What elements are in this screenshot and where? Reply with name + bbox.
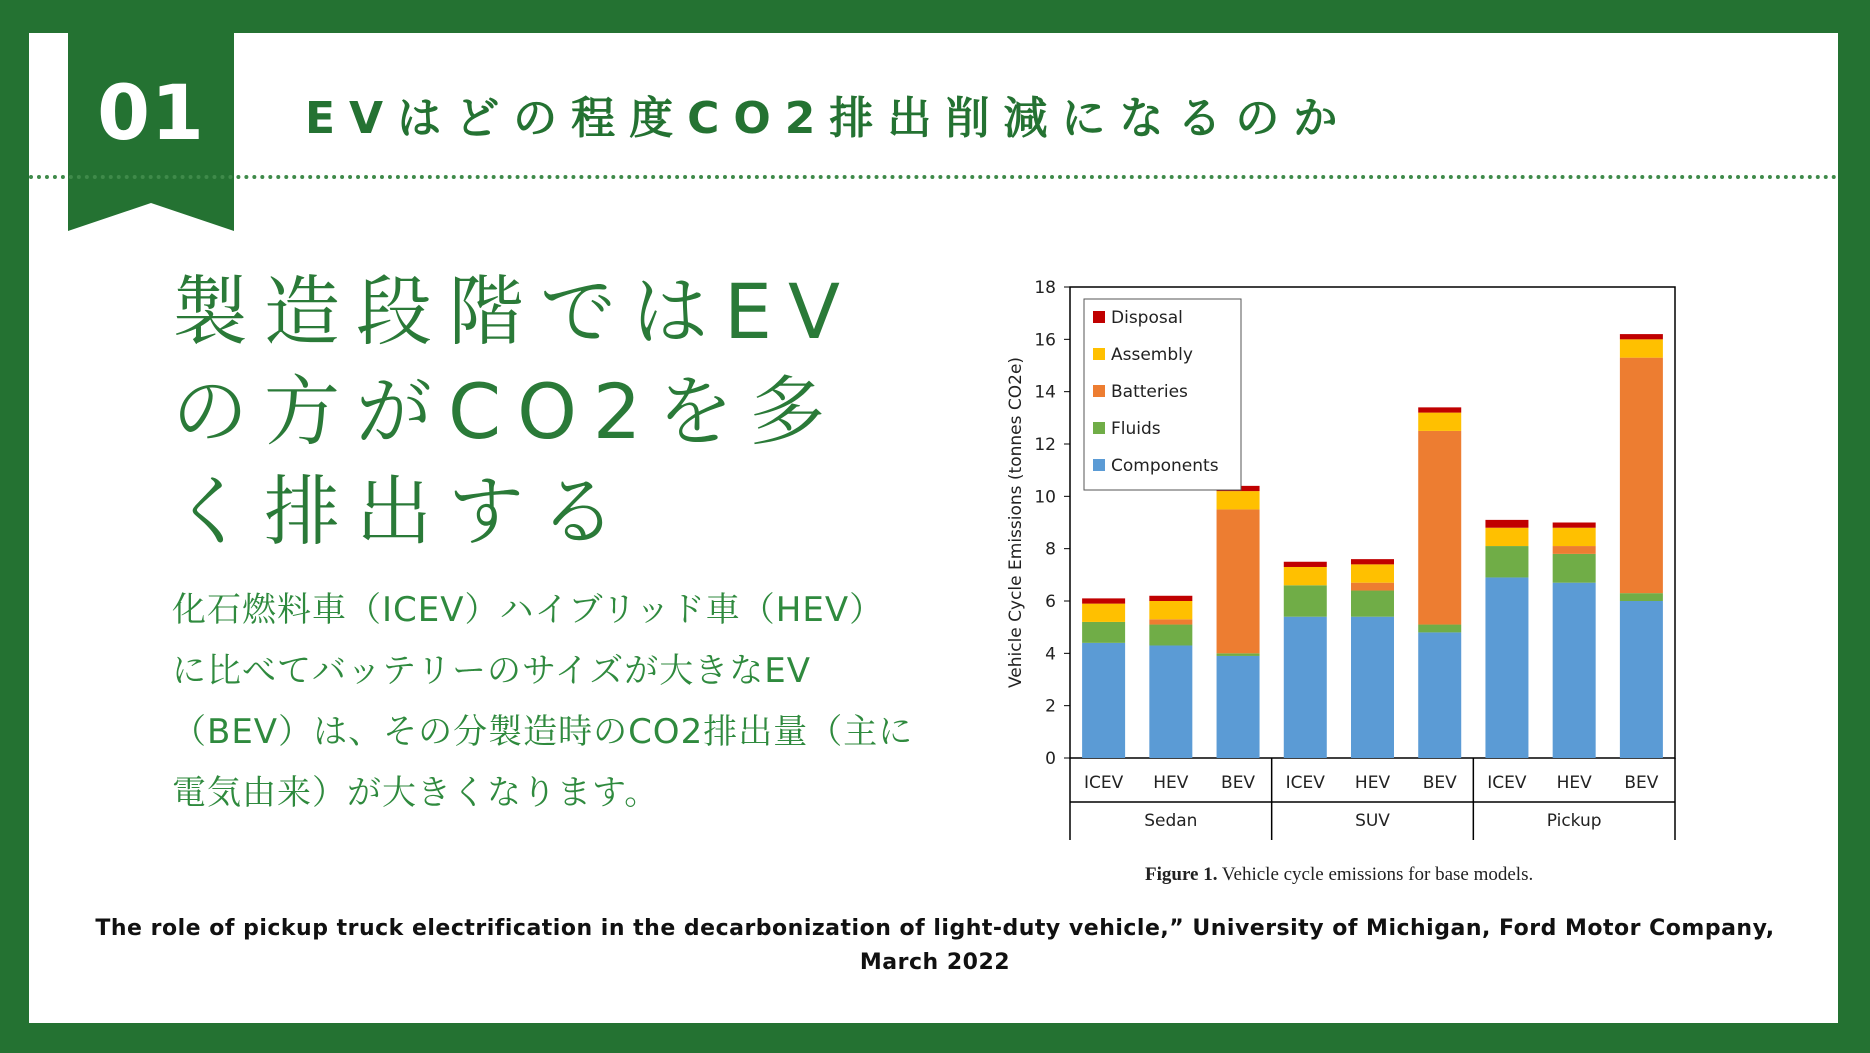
x-tick-label: BEV (1422, 773, 1457, 793)
legend-swatch-batteries (1093, 385, 1105, 397)
bar-segment-fluids (1620, 593, 1663, 601)
y-axis-label: Vehicle Cycle Emissions (tonnes CO2e) (1006, 356, 1026, 689)
bar-segment-batteries (1149, 619, 1192, 624)
bar-segment-assembly (1082, 604, 1125, 622)
source-citation: The role of pickup truck electrification in the decarbonization of light-duty vehicle,” University of Michigan, Ford Motor Company, March 2022 (95, 916, 1775, 975)
x-tick-label: ICEV (1487, 773, 1527, 793)
bar-segment-fluids (1082, 622, 1125, 643)
bar-segment-components (1149, 645, 1192, 758)
bar-segment-batteries (1217, 509, 1260, 653)
emissions-chart-svg (995, 270, 1685, 850)
bar-segment-fluids (1418, 625, 1461, 633)
bar-segment-components (1217, 656, 1260, 758)
y-tick-label: 16 (1034, 330, 1056, 351)
bar-segment-assembly (1217, 491, 1260, 509)
header-divider (29, 175, 1838, 179)
bar-segment-components (1418, 632, 1461, 758)
legend-label: Components (1111, 456, 1219, 476)
headline-line: く排出する (172, 467, 632, 556)
bar-segment-disposal (1351, 559, 1394, 564)
y-tick-label: 10 (1034, 487, 1056, 508)
bar-segment-components (1082, 643, 1125, 758)
bar-segment-components (1620, 601, 1663, 758)
bar-segment-disposal (1284, 562, 1327, 567)
bar-segment-disposal (1553, 523, 1596, 528)
page-title: EVはどの程度CO2排出削減になるのか (305, 93, 1352, 144)
figure-caption-label: Figure 1. (1145, 864, 1218, 885)
y-tick-label: 4 (1045, 644, 1056, 665)
bar-segment-disposal (1082, 598, 1125, 603)
bar-segment-components (1284, 617, 1327, 758)
legend-swatch-assembly (1093, 348, 1105, 360)
y-tick-label: 12 (1034, 435, 1056, 455)
legend-swatch-disposal (1093, 311, 1105, 323)
bar-segment-fluids (1485, 546, 1528, 577)
x-tick-label: ICEV (1285, 773, 1325, 793)
legend-label: Assembly (1111, 345, 1193, 365)
bar-segment-assembly (1149, 601, 1192, 619)
bar-segment-batteries (1620, 358, 1663, 594)
group-label: SUV (1355, 811, 1390, 831)
y-tick-label: 18 (1034, 278, 1056, 298)
headline (172, 262, 872, 562)
legend-label: Disposal (1111, 308, 1183, 328)
bar-segment-assembly (1620, 339, 1663, 357)
x-tick-label: BEV (1221, 773, 1256, 793)
figure-caption-text: Vehicle cycle emissions for base models. (1221, 864, 1534, 885)
bar-segment-components (1553, 583, 1596, 758)
bar-segment-fluids (1149, 625, 1192, 646)
bar-segment-fluids (1284, 585, 1327, 616)
legend-label: Fluids (1111, 419, 1161, 439)
legend-swatch-fluids (1093, 422, 1105, 434)
x-tick-label: BEV (1624, 773, 1659, 793)
bar-segment-assembly (1418, 413, 1461, 431)
emissions-chart (995, 270, 1685, 854)
x-tick-label: ICEV (1083, 773, 1124, 793)
bar-segment-disposal (1418, 407, 1461, 412)
body-paragraph: 化石燃料車（ICEV）ハイブリッド車（HEV）に比べてバッテリーのサイズが大きなEV（BEV）は、その分製造時のCO2排出量（主に電気由来）が大きくなります。 (172, 590, 914, 813)
bar-segment-disposal (1149, 596, 1192, 601)
headline-line: 製造段階ではEV (172, 267, 857, 356)
bar-segment-assembly (1284, 567, 1327, 585)
y-tick-label: 6 (1045, 592, 1056, 612)
y-tick-label: 14 (1034, 382, 1056, 403)
bar-segment-fluids (1553, 554, 1596, 583)
headline-line: の方がCO2を多 (172, 367, 842, 456)
legend-swatch-components (1093, 459, 1105, 471)
bar-segment-disposal (1485, 520, 1528, 528)
bar-segment-fluids (1217, 653, 1260, 656)
bar-segment-batteries (1553, 546, 1596, 554)
x-tick-label: HEV (1354, 773, 1391, 793)
section-number: 01 (97, 68, 205, 157)
group-label: Pickup (1546, 811, 1602, 831)
bar-segment-disposal (1620, 334, 1663, 339)
bar-segment-batteries (1351, 583, 1394, 591)
y-tick-label: 8 (1045, 539, 1056, 560)
figure-caption (1145, 864, 1533, 886)
x-tick-label: HEV (1556, 773, 1592, 793)
group-label: Sedan (1144, 811, 1198, 831)
bar-segment-fluids (1351, 591, 1394, 617)
bar-segment-batteries (1418, 431, 1461, 625)
y-tick-label: 0 (1045, 749, 1056, 769)
x-tick-label: HEV (1153, 773, 1189, 793)
bar-segment-assembly (1553, 528, 1596, 546)
legend-label: Batteries (1111, 382, 1188, 402)
y-tick-label: 2 (1045, 696, 1056, 717)
bar-segment-assembly (1351, 564, 1394, 582)
bar-segment-components (1351, 617, 1394, 758)
bar-segment-assembly (1485, 528, 1528, 546)
bar-segment-components (1485, 577, 1528, 758)
